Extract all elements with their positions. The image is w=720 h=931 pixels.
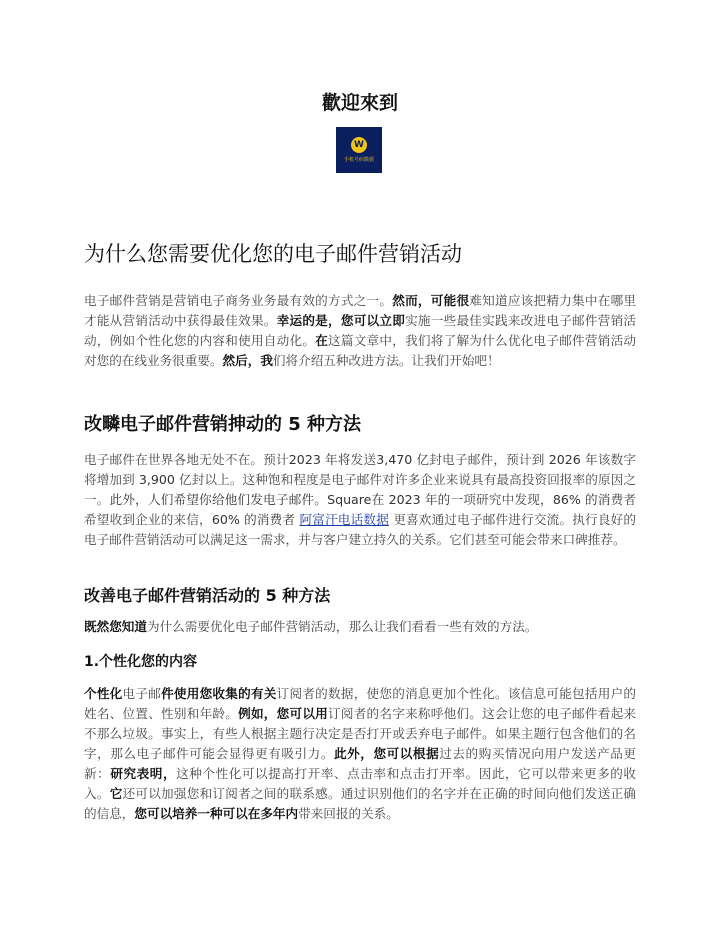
personalization-paragraph: 个性化电子邮件使用您收集的有关订阅者的数据，使您的消息更加个性化。该信息可能包括用户的姓名、位置、性别和年龄。例如，您可以用订阅者的名字来称呼他们。这会让您的电子邮件看起来不那么垃圾。事实上，有些人根据主题行决定是否打开或丢弃电子邮件。如果主题行包含他们的名字，那么电子邮件可能会显得更有吸引力。此外，您可以根据过去的购买情况向用户发送产品更新：研究表明，这种个性化可以提高打开率、点击率和点击打开率。因此，它可以带来更多的收入。它还可以加强您和订阅者之间的联系感。通过识别他们的名字并在正确的时间向他们发送正确的信息，您可以培养一种可以在多年内带来回报的关系。 <box>84 686 637 821</box>
intro-paragraph: 电子邮件营销是营销电子商务业务最有效的方式之一。然而，可能很难知道应该把精力集中在哪里才能从营销活动中获得最佳效果。幸运的是，您可以立即实施一些最佳实践来改进电子邮件营销活动，例如个性化您的内容和使用自动化。在这篇文章中，我们将了解为什么优化电子邮件营销活动对您的在线业务很重要。然后，我们将介绍五种改进方法。让我们开始吧！ <box>84 293 637 368</box>
logo-text: 手机号码数据 <box>343 157 374 163</box>
main-title: 为什么您需要优化您的电子邮件营销活动 <box>84 242 462 266</box>
afghanistan-phone-data-link[interactable]: 阿富汗电话数据 <box>299 512 389 527</box>
section-heading-improve: 改善电子邮件营销活动的 5 种方法 <box>84 586 331 605</box>
transition-paragraph: 既然您知道为什么需要优化电子邮件营销活动，那么让我们看看一些有效的方法。 <box>84 619 538 634</box>
welcome-heading: 歡迎來到 <box>321 92 398 114</box>
subheading-personalize: 1.个性化您的内容 <box>84 654 198 670</box>
logo-mark-icon: W <box>351 137 367 153</box>
email-stats-paragraph: 电子邮件在世界各地无处不在。预计2023 年将发送3,470 亿封电子邮件，预计到 2026 年该数字将增加到 3,900 亿封以上。这种饱和程度是电子邮件对许多企业来说具有最高投资回报率的原因之一。此外，人们希望你给他们发电子邮件。Square在 2023 年的一项研究中发现，86% 的消费者希望收到企业的来信，60% 的消费者 阿富汗电话数据 更喜欢通过电子邮件进行交流。执行良好的电子邮件营销活动可以满足这一需求，并与客户建立持久的关系。它们甚至可能会带来口碑推荐。 <box>84 452 637 547</box>
section-heading-methods: 改疄电子邮件营销抻动的 5 种方法 <box>84 414 362 435</box>
brand-logo <box>336 127 382 173</box>
